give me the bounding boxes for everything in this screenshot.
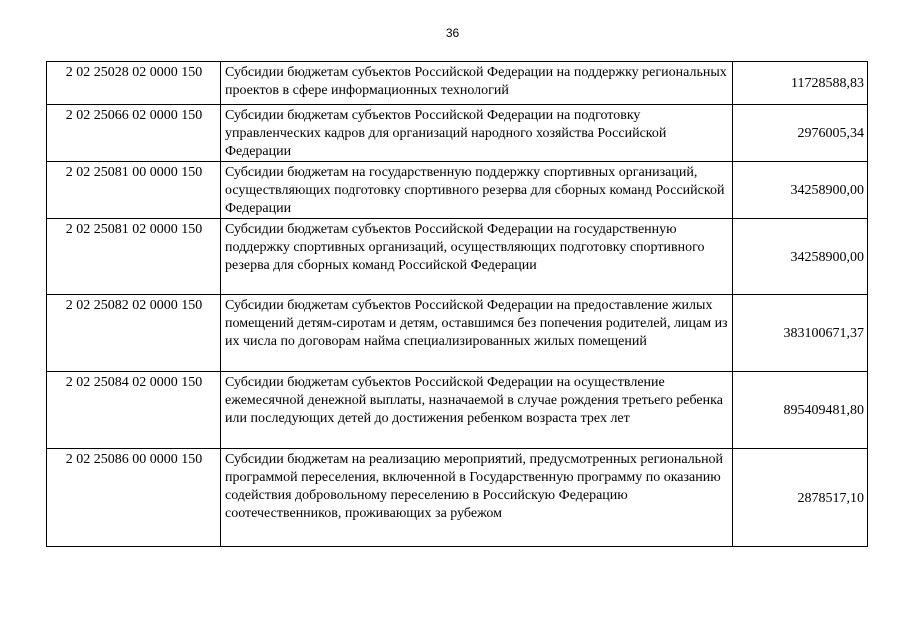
amount-cell: 383100671,37 <box>733 295 868 372</box>
budget-revenue-table <box>46 61 868 547</box>
amount-cell: 34258900,00 <box>733 162 868 219</box>
budget-code-cell: 2 02 25086 00 0000 150 <box>47 449 221 547</box>
budget-code-cell: 2 02 25084 02 0000 150 <box>47 372 221 449</box>
table-row <box>47 372 868 449</box>
description-cell: Субсидии бюджетам субъектов Российской Федерации на предоставление жилых помещений детям-сиротам и детям, оставшимся без попечения родителей, лицам из их числа по договорам найма специализированных жилых помещений <box>221 295 733 372</box>
budget-code-cell: 2 02 25082 02 0000 150 <box>47 295 221 372</box>
description-cell: Субсидии бюджетам субъектов Российской Федерации на подготовку управленческих кадров для организаций народного хозяйства Российской Федерации <box>221 105 733 162</box>
table-row <box>47 105 868 162</box>
amount-cell: 11728588,83 <box>733 62 868 105</box>
budget-code-cell: 2 02 25028 02 0000 150 <box>47 62 221 105</box>
budget-code-cell: 2 02 25081 02 0000 150 <box>47 219 221 295</box>
description-cell: Субсидии бюджетам субъектов Российской Федерации на осуществление ежемесячной денежной выплаты, назначаемой в случае рождения третьего ребенка или последующих детей до достижения ребенком возраста трех лет <box>221 372 733 449</box>
amount-cell: 2878517,10 <box>733 449 868 547</box>
budget-code-cell: 2 02 25081 00 0000 150 <box>47 162 221 219</box>
amount-cell: 895409481,80 <box>733 372 868 449</box>
description-cell: Субсидии бюджетам на государственную поддержку спортивных организаций, осуществляющих подготовку спортивного резерва для сборных команд Российской Федерации <box>221 162 733 219</box>
amount-cell: 34258900,00 <box>733 219 868 295</box>
description-cell: Субсидии бюджетам субъектов Российской Федерации на государственную поддержку спортивных организаций, осуществляющих подготовку спортивного резерва для сборных команд Российской Федерации <box>221 219 733 295</box>
page-number: 36 <box>445 26 460 40</box>
table-row <box>47 219 868 295</box>
description-cell: Субсидии бюджетам субъектов Российской Федерации на поддержку региональных проектов в сфере информационных технологий <box>221 62 733 105</box>
description-cell: Субсидии бюджетам на реализацию мероприятий, предусмотренных региональной программой переселения, включенной в Государственную программу по оказанию содействия добровольному переселению в Российскую Федерацию соотечественников, проживающих за рубежом <box>221 449 733 547</box>
amount-cell: 2976005,34 <box>733 105 868 162</box>
table-row <box>47 162 868 219</box>
table-row <box>47 62 868 105</box>
budget-code-cell: 2 02 25066 02 0000 150 <box>47 105 221 162</box>
table-row <box>47 295 868 372</box>
table-row <box>47 449 868 547</box>
